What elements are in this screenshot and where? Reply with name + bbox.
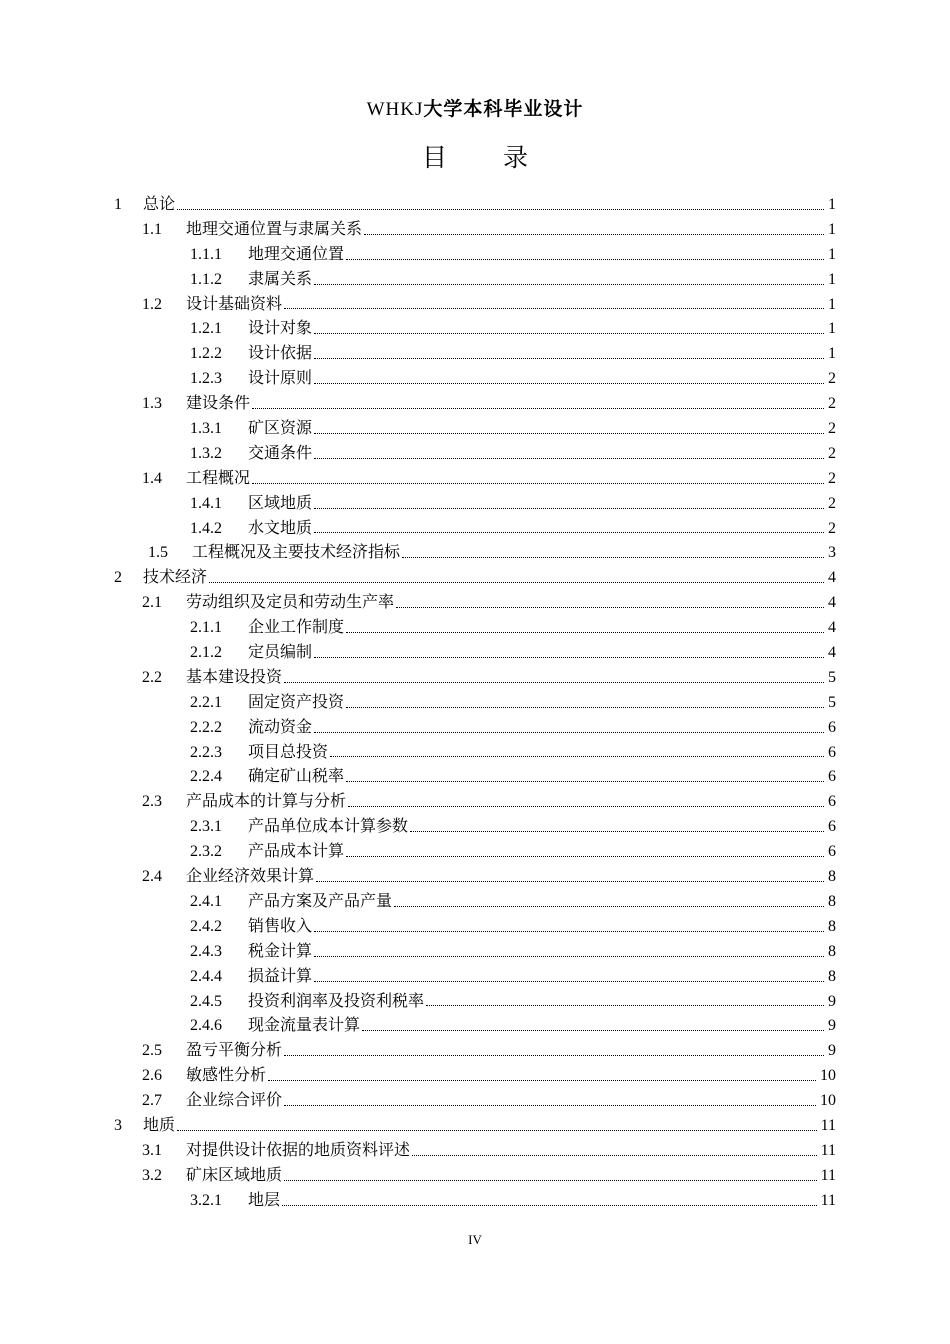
toc-entry-page: 1	[828, 220, 836, 238]
toc-entry-page: 4	[828, 594, 836, 612]
toc-entry[interactable]	[0, 466, 950, 491]
dot-leader	[316, 880, 824, 882]
toc-entry-title: 建设条件	[186, 393, 251, 413]
toc-entry-title: 企业工作制度	[248, 617, 345, 637]
toc-entry-page: 8	[828, 967, 836, 985]
toc-entry[interactable]	[0, 267, 950, 292]
toc-entry-page: 9	[828, 992, 836, 1010]
toc-entry-number: 1.3	[142, 395, 162, 413]
dot-leader	[346, 855, 824, 857]
toc-entry-title: 矿区资源	[248, 418, 313, 438]
toc-entry-title: 设计依据	[248, 343, 313, 363]
toc-entry-title: 产品方案及产品产量	[248, 890, 393, 910]
toc-entry-number: 2.7	[142, 1092, 162, 1110]
toc-entry[interactable]	[0, 1063, 950, 1088]
toc-entry[interactable]	[0, 516, 950, 541]
toc-entry-title: 固定资产投资	[248, 691, 345, 711]
toc-entry-title: 地质	[143, 1114, 176, 1134]
toc-entry[interactable]	[0, 939, 950, 964]
toc-entry-number: 3.2.1	[190, 1191, 222, 1209]
toc-entry[interactable]	[0, 316, 950, 341]
toc-entry-page: 4	[828, 619, 836, 637]
dot-leader	[314, 382, 824, 384]
toc-entry[interactable]	[0, 217, 950, 242]
dot-leader	[346, 631, 824, 633]
toc-entry[interactable]	[0, 1038, 950, 1063]
toc-entry-title: 地理交通位置与隶属关系	[186, 218, 363, 238]
toc-entry[interactable]	[0, 715, 950, 740]
dot-leader	[410, 830, 824, 832]
toc-entry-number: 1.2.1	[190, 320, 222, 338]
toc-entry-page: 6	[828, 818, 836, 836]
toc-entry-number: 2.1.2	[190, 644, 222, 662]
page-number: IV	[468, 1232, 482, 1247]
toc-entry-page: 5	[828, 693, 836, 711]
toc-entry[interactable]	[0, 615, 950, 640]
dot-leader	[177, 208, 824, 210]
toc-entry-page: 11	[820, 1141, 836, 1159]
toc-entry-page: 11	[820, 1166, 836, 1184]
toc-entry-number: 2	[114, 569, 122, 587]
toc-entry-number: 1.1.1	[190, 245, 222, 263]
dot-leader	[284, 1054, 824, 1056]
toc-entry-page: 5	[828, 668, 836, 686]
toc-entry-title: 产品成本的计算与分析	[186, 791, 347, 811]
toc-entry-page: 4	[828, 569, 836, 587]
toc-entry-title: 矿床区域地质	[186, 1164, 283, 1184]
toc-entry-page: 8	[828, 868, 836, 886]
toc-entry[interactable]	[0, 789, 950, 814]
toc-entry-number: 2.4.3	[190, 942, 222, 960]
toc-entry-title: 确定矿山税率	[248, 766, 345, 786]
toc-entry-number: 1.4.1	[190, 494, 222, 512]
toc-entry[interactable]	[0, 192, 950, 217]
toc-entry-number: 2.3.2	[190, 843, 222, 861]
toc-entry-number: 2.1	[142, 594, 162, 612]
toc-entry-title: 隶属关系	[248, 268, 313, 288]
dot-leader	[284, 1104, 816, 1106]
dot-leader	[346, 258, 824, 260]
header-title: 大学本科毕业设计	[423, 98, 584, 120]
toc-entry-page: 4	[828, 644, 836, 662]
dot-leader	[314, 531, 824, 533]
dot-leader	[252, 407, 824, 409]
dot-leader	[314, 731, 824, 733]
toc-entry-title: 地层	[248, 1189, 281, 1209]
toc-entry[interactable]	[0, 292, 950, 317]
toc-entry-title: 基本建设投资	[186, 666, 283, 686]
dot-leader	[314, 332, 824, 334]
dot-leader	[314, 930, 824, 932]
toc-entry-number: 2.4.5	[190, 992, 222, 1010]
toc-entry[interactable]	[0, 391, 950, 416]
toc-entry-title: 项目总投资	[248, 741, 329, 761]
dot-leader	[314, 283, 824, 285]
dot-leader	[426, 1004, 824, 1006]
dot-leader	[348, 805, 824, 807]
toc-entry[interactable]	[0, 242, 950, 267]
toc-entry[interactable]	[0, 889, 950, 914]
toc-entry-number: 2.2.4	[190, 768, 222, 786]
toc-entry-number: 2.2	[142, 668, 162, 686]
dot-leader	[314, 656, 824, 658]
toc-entry-number: 3.2	[142, 1166, 162, 1184]
toc-entry[interactable]	[0, 989, 950, 1014]
toc-entry[interactable]	[0, 1013, 950, 1038]
dot-leader	[364, 233, 824, 235]
toc-entry-page: 1	[828, 270, 836, 288]
dot-leader	[284, 1179, 817, 1181]
toc-entry-number: 1.2.3	[190, 370, 222, 388]
toc-entry[interactable]	[0, 665, 950, 690]
dot-leader	[314, 457, 824, 459]
toc-entry-title: 区域地质	[248, 492, 313, 512]
toc-entry-page: 3	[828, 544, 836, 562]
toc-entry-page: 2	[828, 420, 836, 438]
toc-entry[interactable]	[0, 491, 950, 516]
dot-leader	[412, 1154, 817, 1156]
dot-leader	[209, 581, 824, 583]
toc-entry-title: 产品单位成本计算参数	[248, 816, 409, 836]
dot-leader	[252, 482, 824, 484]
toc-entry-number: 2.3	[142, 793, 162, 811]
toc-entry-title: 设计对象	[248, 318, 313, 338]
toc-entry-page: 6	[828, 718, 836, 736]
toc-entry-number: 1.4.2	[190, 519, 222, 537]
toc-entry-page: 2	[828, 395, 836, 413]
toc-entry-page: 8	[828, 942, 836, 960]
toc-entry-page: 6	[828, 743, 836, 761]
toc-entry-page: 2	[828, 444, 836, 462]
dot-leader	[314, 955, 824, 957]
toc-entry[interactable]	[0, 366, 950, 391]
toc-entry-title: 地理交通位置	[248, 243, 345, 263]
toc-entry-number: 3.1	[142, 1141, 162, 1159]
dot-leader	[314, 357, 824, 359]
toc-entry[interactable]	[0, 1188, 950, 1213]
toc-entry-title: 对提供设计依据的地质资料评述	[186, 1139, 411, 1159]
toc-entry-title: 销售收入	[248, 915, 313, 935]
toc-entry-number: 2.4.2	[190, 917, 222, 935]
dot-leader	[314, 507, 824, 509]
toc-entry[interactable]	[0, 839, 950, 864]
toc-entry-number: 2.6	[142, 1067, 162, 1085]
toc-entry-number: 2.4	[142, 868, 162, 886]
toc-entry-number: 2.2.2	[190, 718, 222, 736]
dot-leader	[346, 780, 824, 782]
toc-entry[interactable]	[0, 964, 950, 989]
toc-entry-page: 8	[828, 917, 836, 935]
header-school-code: WHKJ	[366, 99, 424, 120]
dot-leader	[314, 980, 824, 982]
toc-entry-number: 2.5	[142, 1042, 162, 1060]
toc-entry-title: 现金流量表计算	[248, 1015, 361, 1035]
toc-entry-title: 产品成本计算	[248, 841, 345, 861]
dot-leader	[177, 1129, 817, 1131]
toc-entry-title: 设计基础资料	[186, 293, 283, 313]
toc-entry-page: 9	[828, 1017, 836, 1035]
toc-entry-title: 盈亏平衡分析	[186, 1040, 283, 1060]
toc-entry[interactable]	[0, 914, 950, 939]
dot-leader	[284, 307, 824, 309]
toc-entry-number: 2.4.6	[190, 1017, 222, 1035]
table-of-contents	[0, 192, 950, 1213]
toc-entry-title: 流动资金	[248, 716, 313, 736]
toc-entry-number: 1.1.2	[190, 270, 222, 288]
toc-entry-page: 10	[820, 1092, 836, 1110]
toc-entry-page: 9	[828, 1042, 836, 1060]
toc-entry-page: 11	[820, 1116, 836, 1134]
toc-entry-title: 工程概况	[186, 467, 251, 487]
toc-entry[interactable]	[0, 416, 950, 441]
toc-entry-number: 2.4.1	[190, 892, 222, 910]
toc-entry-page: 1	[828, 345, 836, 363]
toc-entry-title: 劳动组织及定员和劳动生产率	[186, 592, 395, 612]
toc-entry-number: 2.3.1	[190, 818, 222, 836]
toc-entry-number: 1.2	[142, 295, 162, 313]
toc-entry-page: 1	[828, 196, 836, 213]
toc-entry-page: 1	[828, 320, 836, 338]
toc-entry[interactable]	[0, 565, 950, 590]
toc-entry[interactable]	[0, 1088, 950, 1113]
toc-entry-page: 8	[828, 892, 836, 910]
toc-entry[interactable]	[0, 640, 950, 665]
toc-entry-number: 2.1.1	[190, 619, 222, 637]
toc-entry-number: 3	[114, 1116, 122, 1134]
toc-entry[interactable]	[0, 341, 950, 366]
toc-entry-number: 2.2.1	[190, 693, 222, 711]
toc-entry-title: 总论	[143, 194, 176, 213]
page-header	[0, 94, 950, 121]
toc-entry-title: 设计原则	[248, 368, 313, 388]
toc-entry[interactable]	[0, 690, 950, 715]
dot-leader	[362, 1029, 824, 1031]
toc-entry-number: 2.2.3	[190, 743, 222, 761]
toc-entry-page: 10	[820, 1067, 836, 1085]
toc-entry[interactable]	[0, 814, 950, 839]
toc-entry[interactable]	[0, 764, 950, 789]
toc-entry[interactable]	[0, 864, 950, 889]
toc-entry[interactable]	[0, 540, 950, 565]
toc-entry[interactable]	[0, 590, 950, 615]
toc-entry-title: 税金计算	[248, 940, 313, 960]
toc-entry-number: 1.4	[142, 469, 162, 487]
toc-entry-number: 1.3.1	[190, 420, 222, 438]
toc-entry-page: 6	[828, 768, 836, 786]
toc-entry-number: 1.2.2	[190, 345, 222, 363]
toc-entry-page: 2	[828, 494, 836, 512]
toc-entry[interactable]	[0, 1163, 950, 1188]
toc-entry-number: 1.1	[142, 220, 162, 238]
toc-entry-number: 2.4.4	[190, 967, 222, 985]
toc-entry-title: 企业经济效果计算	[186, 866, 315, 886]
dot-leader	[284, 681, 824, 683]
toc-entry[interactable]	[0, 1113, 950, 1138]
toc-entry-number: 1.5	[148, 544, 168, 562]
toc-entry-title: 损益计算	[248, 965, 313, 985]
dot-leader	[402, 556, 824, 558]
toc-title: 目 录	[422, 143, 552, 172]
toc-entry-page: 2	[828, 519, 836, 537]
toc-entry-number: 1.3.2	[190, 444, 222, 462]
toc-entry-title: 定员编制	[248, 642, 313, 662]
toc-entry-title: 敏感性分析	[186, 1065, 267, 1085]
toc-entry-page: 1	[828, 245, 836, 263]
toc-entry-page: 6	[828, 793, 836, 811]
toc-entry-title: 水文地质	[248, 517, 313, 537]
toc-entry-number: 1	[114, 196, 122, 213]
toc-entry[interactable]	[0, 740, 950, 765]
toc-entry-title: 交通条件	[248, 442, 313, 462]
toc-entry-page: 1	[828, 295, 836, 313]
dot-leader	[396, 606, 824, 608]
dot-leader	[268, 1079, 816, 1081]
toc-entry-title: 技术经济	[143, 567, 208, 587]
dot-leader	[282, 1204, 817, 1206]
toc-entry[interactable]	[0, 1138, 950, 1163]
toc-entry-title: 企业综合评价	[186, 1090, 283, 1110]
toc-entry-page: 2	[828, 469, 836, 487]
toc-entry-title: 投资利润率及投资利税率	[248, 990, 425, 1010]
dot-leader	[314, 432, 824, 434]
dot-leader	[330, 755, 824, 757]
dot-leader	[394, 905, 824, 907]
toc-entry[interactable]	[0, 441, 950, 466]
toc-entry-title: 工程概况及主要技术经济指标	[192, 542, 401, 562]
toc-entry-page: 2	[828, 370, 836, 388]
toc-entry-page: 6	[828, 843, 836, 861]
toc-entry-page: 11	[820, 1191, 836, 1209]
dot-leader	[346, 706, 824, 708]
